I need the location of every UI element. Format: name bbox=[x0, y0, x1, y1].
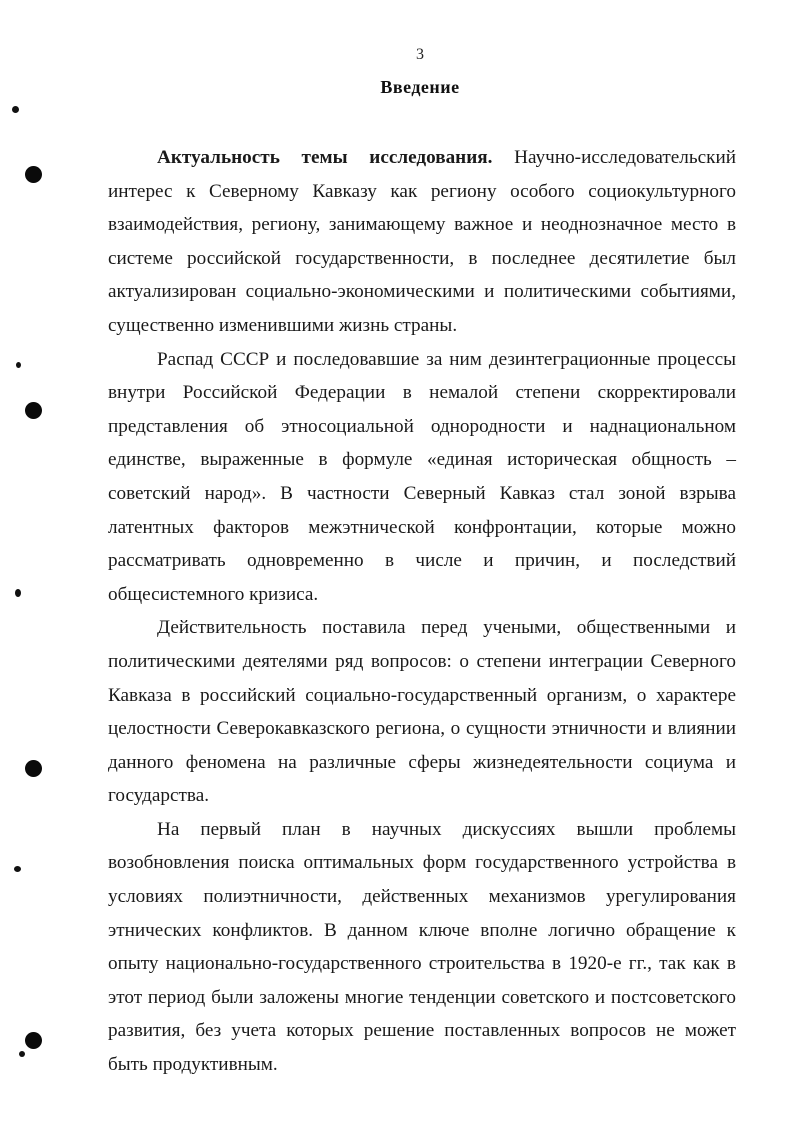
paragraph-questions bbox=[108, 611, 736, 813]
scan-speck bbox=[12, 106, 19, 113]
scan-speck bbox=[16, 362, 21, 368]
scan-speck bbox=[15, 589, 21, 597]
binder-hole bbox=[25, 402, 42, 419]
scan-speck bbox=[14, 866, 21, 872]
paragraph-discussions bbox=[108, 813, 736, 1082]
paragraph-relevance bbox=[108, 141, 736, 343]
paragraph-ussr-collapse bbox=[108, 343, 736, 612]
body-text bbox=[108, 141, 736, 1082]
paragraph-text: Распад СССР и последовавшие за ним дезинтеграционные процессы внутри Российской Федерации в немалой степени скорректировали представления об этносоциальной однородности и наднациональном единстве, выраженные в формуле «единая историческая общность – советский народ». В частности Северный Кавказ стал зоной взрыва латентных факторов межэтнической конфронтации, которые можно рассматривать одновременно в числе и причин, и последствий общесистемного кризиса. bbox=[108, 348, 736, 605]
paragraph-lead: Актуальность темы исследования. bbox=[157, 147, 493, 168]
binder-hole bbox=[25, 166, 42, 183]
paragraph-text: На первый план в научных дискуссиях вышли проблемы возобновления поиска оптимальных форм государственного устройства в условиях полиэтничности, действенных механизмов урегулирования этнических конфликтов. В данном ключе вполне логично обращение к опыту национально-государственного строительства в 1920-е гг., так как в этот период были заложены многие тенденции советского и постсоветского развития, без учета которых решение поставленных вопросов не может быть продуктивным. bbox=[108, 818, 736, 1076]
page-number: 3 bbox=[416, 46, 424, 63]
binder-hole bbox=[25, 760, 42, 777]
section-heading: Введение bbox=[380, 77, 460, 97]
binder-hole bbox=[25, 1032, 42, 1049]
paragraph-text: Научно-исследовательский интерес к Северному Кавказу как региону особого социокультурного взаимодействия, региону, занимающему важное и неоднозначное место в системе российской государственности, в последнее десятилетие был актуализирован социально-экономическими и политическими событиями, существенно изменившими жизнь страны. bbox=[108, 147, 736, 336]
paragraph-text: Действительность поставила перед учеными, общественными и политическими деятелями ряд вопросов: о степени интеграции Северного Кавказа в российский социально-государственный организм, о характере целостности Северокавказского региона, о сущности этничности и влиянии данного феномена на различные сферы жизнедеятельности социума и государства. bbox=[108, 617, 736, 807]
scan-speck bbox=[19, 1051, 25, 1057]
